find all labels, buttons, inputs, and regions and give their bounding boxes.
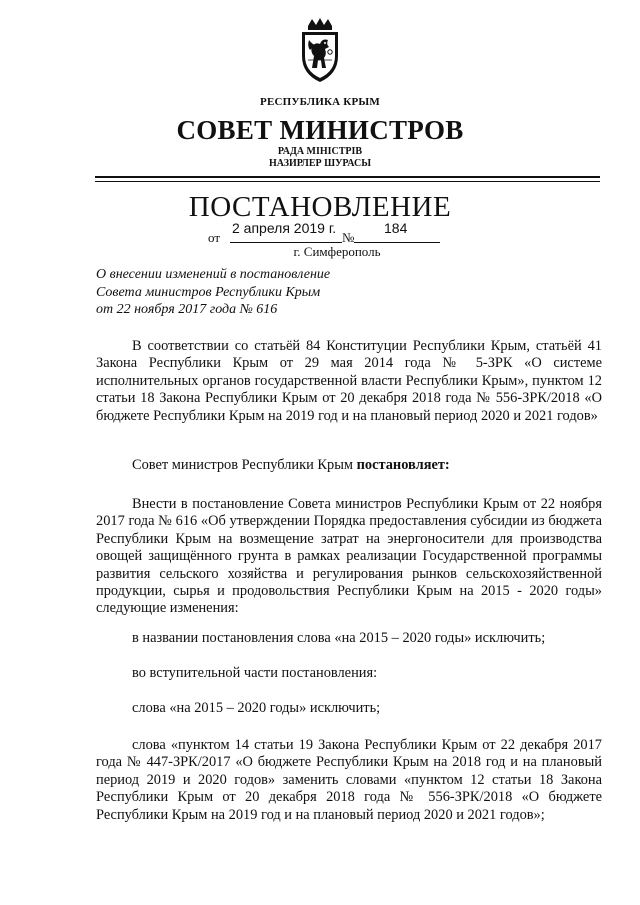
number-underline	[354, 242, 440, 243]
preamble-paragraph: В соответствии со статьёй 84 Конституции Республики Крым, статьёй 41 Закона Республики Крым от 29 мая 2014 года № 5-ЗРК «О системе исполнительных органов государственной власти Республики Крым», пунктом 12 статьи 18 Закона Республики Крым от 20 декабря 2018 года № 556-ЗРК/2018 «О бюджете Республики Крым на 2019 год и на плановый период 2020 и 2021 годов»	[96, 338, 602, 424]
from-label: от	[208, 230, 221, 245]
city-name: г. Симферополь	[293, 244, 381, 259]
number-label: №	[342, 230, 355, 245]
header-divider-thick	[95, 176, 600, 178]
council-name-crimean-tatar: НАЗИРЛЕР ШУРАСЫ	[268, 158, 372, 169]
resolution-text: Совет министров Республики Крым	[132, 457, 357, 473]
document-title: ПОСТАНОВЛЕНИЕ	[188, 191, 452, 223]
amendment-item: слова «на 2015 – 2020 годы» исключить;	[132, 700, 381, 716]
subject-line: Совета министров Республики Крым	[96, 284, 321, 300]
resolution-verb: постановляет:	[356, 457, 450, 473]
amendment-paragraph: Внести в постановление Совета министров Республики Крым от 22 ноября 2017 года № 616 «Об утверждении Порядка предоставления субсидии из бюджета Республики Крым на возмещение затрат на энергоносители для производства овощей защищённого грунта в рамках реализации Государственной программы развития сельского хозяйства и регулирования рынков сельскохозяйственной продукции, сырья и продовольствия Республики Крым на 2015 - 2020 годы» следующие изменения:	[96, 496, 602, 617]
coat-of-arms-icon	[296, 16, 344, 86]
date-number-line	[208, 220, 440, 244]
amendment-item: слова «пунктом 14 статьи 19 Закона Республики Крым от 22 декабря 2017 года № 447-ЗРК/2017 «О бюджете Республики Крым на 2018 год и на плановый период 2019 и 2020 годов» заменить словами «пунктом 12 статьи 18 Закона Республики Крым от 20 декабря 2018 года № 556-ЗРК/2018 «О бюджете Республики Крым на 2019 год и на плановый период 2020 и 2021 годов»;	[96, 737, 602, 823]
subject-line: О внесении изменений в постановление	[96, 267, 331, 282]
council-name-ukrainian: РАДА МІНІСТРІВ	[277, 146, 363, 157]
council-name: СОВЕТ МИНИСТРОВ	[176, 115, 464, 145]
document-number: 184	[384, 220, 408, 236]
date-underline	[230, 242, 342, 243]
document-subject	[96, 266, 396, 319]
amendment-item: в названии постановления слова «на 2015 – 2020 годы» исключить;	[132, 630, 546, 646]
document-date: 2 апреля 2019 г.	[232, 220, 337, 236]
header-divider-thin	[95, 181, 600, 182]
subject-line: от 22 ноября 2017 года № 616	[96, 302, 278, 317]
resolution-paragraph	[96, 457, 602, 474]
republic-name: РЕСПУБЛИКА КРЫМ	[260, 96, 380, 108]
amendment-item: во вступительной части постановления:	[132, 665, 378, 681]
